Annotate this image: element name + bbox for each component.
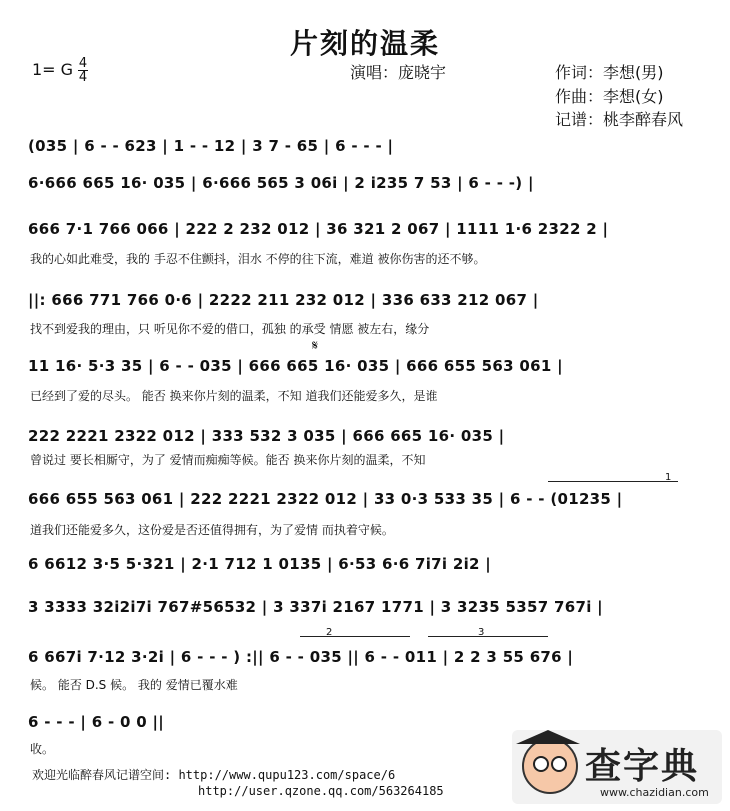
time-signature <box>78 57 88 84</box>
ending-bracket-3 <box>428 636 548 637</box>
segno-sign: 𝄋 <box>312 338 319 354</box>
time-numerator: 4 <box>78 56 88 71</box>
lyric-row: 候。 能否 D.S 候。 我的 爱情已覆水难 <box>30 678 238 692</box>
notation-row: 6 6612 3·5 5·321 | 2·1 712 1 0135 | 6·53 6·6 7i7i 2i2 | <box>28 555 492 573</box>
graduation-cap-icon <box>516 730 580 744</box>
singer: 演唱：庞晓宇 <box>350 63 447 82</box>
notation-row: 3 3333 32i2i7i 767#56532 | 3 337i 2167 1771 | 3 3235 5357 767i | <box>28 598 603 616</box>
mascot-icon <box>522 738 578 794</box>
notation-row: 666 655 563 061 | 222 2221 2322 012 | 33 0·3 533 35 | 6 - - (01235 | <box>28 490 623 508</box>
song-title: 片刻的温柔 <box>289 27 440 60</box>
footer-line-1: 欢迎光临醉春风记谱空间: http://www.qupu123.com/space/6 <box>32 768 396 782</box>
lyric-row: 已经到了爱的尽头。 能否 换来你片刻的温柔，不知 道我们还能爱多久，是谁 <box>30 389 438 403</box>
ending-bracket-2 <box>300 636 410 637</box>
lyric-row: 我的心如此难受，我的 手忍不住颤抖，泪水 不停的往下流，难道 被你伤害的还不够。 <box>30 252 486 266</box>
notation-row: 222 2221 2322 012 | 333 532 3 035 | 666 665 16· 035 | <box>28 427 505 445</box>
lyricist: 作词：李想(男) <box>555 63 664 82</box>
lyric-row: 找不到爱我的理由，只 听见你不爱的借口，孤独 的承受 情愿 被左右，缘分 <box>30 322 430 336</box>
notation-row: ||: 666 771 766 0·6 | 2222 211 232 012 | 336 633 212 067 | <box>28 291 539 309</box>
key-signature: 1= G <box>32 60 74 79</box>
lyric-row: 收。 <box>30 742 55 756</box>
transcriber: 记谱：桃李醉春风 <box>555 110 684 129</box>
notation-row: 11 16· 5·3 35 | 6 - - 035 | 666 665 16· 035 | 666 655 563 061 | <box>28 357 563 375</box>
footer-line-2: http://user.qzone.qq.com/563264185 <box>198 784 444 798</box>
notation-row: 6 667i 7·12 3·2i | 6 - - - ) :|| 6 - - 035 || 6 - - 011 | 2 2 3 55 676 | <box>28 648 574 666</box>
notation-row: (035 | 6 - - 623 | 1 - - 12 | 3 7 - 65 | 6 - - - | <box>28 137 394 155</box>
lyric-row: 道我们还能爱多久，这份爱是否还值得拥有，为了爱情 而执着守候。 <box>30 523 394 537</box>
ending-number-1: 1 <box>665 472 672 483</box>
ending-bracket-1 <box>548 481 678 482</box>
time-denominator: 4 <box>78 70 88 85</box>
notation-row: 6·666 665 16· 035 | 6·666 565 3 06i | 2 i235 7 53 | 6 - - -) | <box>28 174 534 192</box>
composer: 作曲：李想(女) <box>555 87 664 106</box>
watermark-name: 查字典 <box>585 746 700 787</box>
watermark-url: www.chazidian.com <box>600 786 709 799</box>
ending-number-3: 3 <box>478 627 485 638</box>
notation-row: 666 7·1 766 066 | 222 2 232 012 | 36 321 2 067 | 1111 1·6 2322 2 | <box>28 220 609 238</box>
notation-row: 6 - - - | 6 - 0 0 || <box>28 713 165 731</box>
ending-number-2: 2 <box>326 627 333 638</box>
lyric-row: 曾说过 要长相厮守，为了 爱情而痴痴等候。能否 换来你片刻的温柔，不知 <box>30 453 426 467</box>
